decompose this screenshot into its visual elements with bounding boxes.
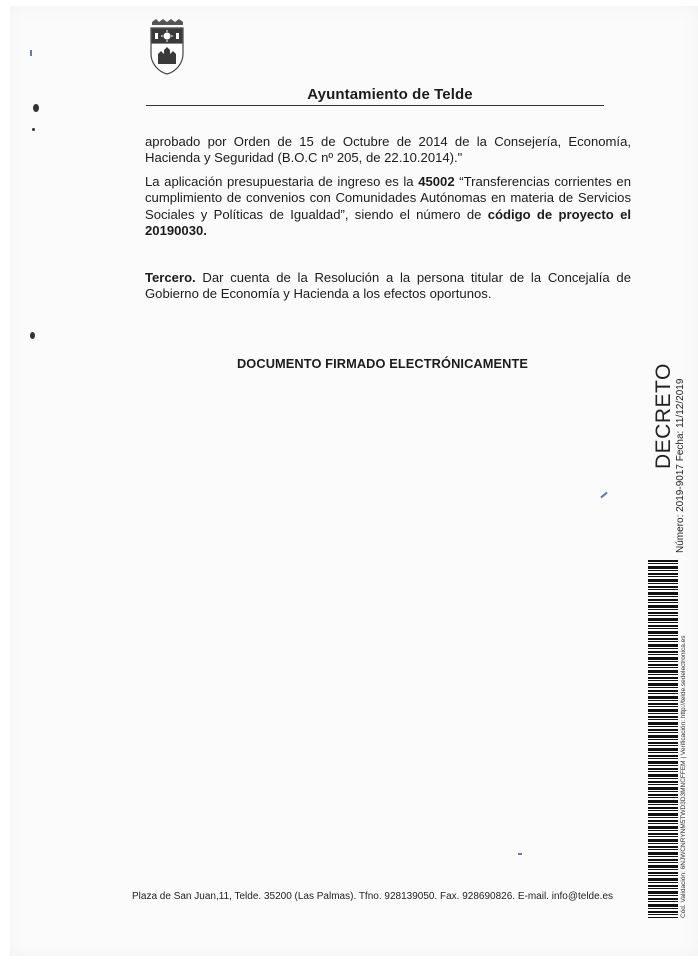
verification-code: Cód. Validación: 6NJWCNRYNM5TWD3D3MNCFFEM | Verificación: http://telde.sedelectronica.es bbox=[680, 635, 687, 918]
section-label: Tercero. bbox=[145, 270, 196, 285]
budget-code: 45002 bbox=[418, 174, 455, 189]
scan-mark bbox=[30, 332, 35, 339]
ink-speck bbox=[518, 853, 522, 855]
paragraph-citation: aprobado por Orden de 15 de Octubre de 2014 de la Consejería, Economía, Hacienda y Seguridad (B.O.C nº 205, de 22.10.2014)." bbox=[145, 134, 631, 166]
paragraph-budget-application: La aplicación presupuestaria de ingreso es la 45002 “Transferencias corrientes en cumplimiento de convenios con Comunidades Autónomas en materia de Servicios Sociales y Políticas de Igualdad”, siendo el número de código de proyecto el 20190030. bbox=[145, 174, 631, 239]
paragraph-tercero: Tercero. Dar cuenta de la Resolución a la persona titular de la Concejalía de Gobierno de Economía y Hacienda a los efectos oportunos. bbox=[145, 270, 631, 302]
verification-strip bbox=[680, 560, 692, 918]
scan-mark bbox=[32, 128, 35, 131]
ayuntamiento-crest-icon bbox=[148, 18, 186, 76]
decree-stamp bbox=[650, 363, 695, 553]
ink-speck bbox=[30, 50, 32, 56]
decree-title: DECRETO bbox=[652, 363, 675, 469]
signed-notice: DOCUMENTO FIRMADO ELECTRÓNICAMENTE bbox=[236, 356, 529, 371]
scan-mark bbox=[33, 104, 39, 112]
footer-contact: Plaza de San Juan,11, Telde. 35200 (Las Palmas). Tfno. 928139050. Fax. 928690826. E-mail. info@telde.es bbox=[132, 891, 614, 902]
header-divider bbox=[146, 105, 604, 106]
barcode-icon bbox=[648, 560, 678, 918]
project-code: código de proyecto el 20190030. bbox=[145, 206, 631, 239]
decree-details: Número: 2019-9017 Fecha: 11/12/2019 bbox=[675, 378, 686, 553]
organization-title: Ayuntamiento de Telde bbox=[307, 86, 473, 103]
